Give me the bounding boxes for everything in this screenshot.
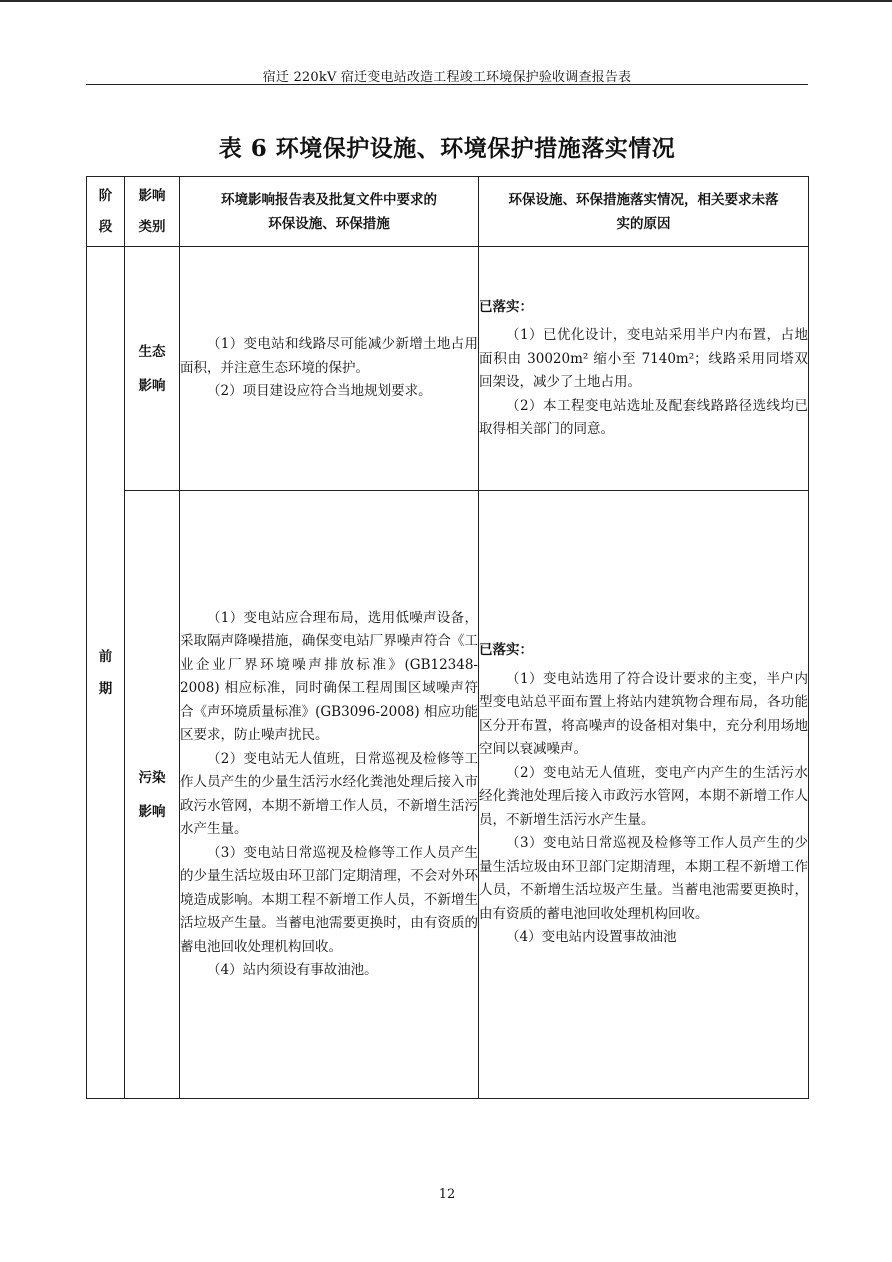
running-header: 宿迁 220kV 宿迁变电站改造工程竣工环境保护验收调查报告表 bbox=[262, 70, 632, 85]
header-stage-line: 阶 bbox=[98, 187, 113, 204]
implementation-item: （1）变电站选用了符合设计要求的主变，半户内型变电站总平面布置上将站内建筑物合理布局，各功能区分开布置，将高噪声的设备相对集中，充分利用场地空间以衰减噪声。 bbox=[479, 670, 808, 758]
header-category-line: 影响 bbox=[138, 187, 166, 204]
requirement-item: （2）项目建设应符合当地规划要求。 bbox=[207, 383, 432, 400]
table-row-ecology bbox=[87, 247, 809, 491]
header-category bbox=[125, 177, 180, 247]
category-line: 生态 bbox=[138, 343, 166, 360]
implementation-item: （1）已优化设计，变电站采用半户内布置，占地面积由 30020m² 缩小至 7140m²；线路采用同塔双回架设，减少了土地占用。 bbox=[479, 327, 808, 390]
header-category-line: 类别 bbox=[138, 218, 166, 235]
header-rule bbox=[86, 84, 808, 85]
measures-table bbox=[86, 176, 809, 1099]
table-row-pollution bbox=[87, 491, 809, 1099]
category-line: 影响 bbox=[138, 377, 166, 394]
requirement-item: （4）站内须设有事故油池。 bbox=[207, 962, 378, 978]
header-requirements-line: 环境影响报告表及批复文件中要求的 bbox=[221, 191, 437, 208]
implementation-item: （2）变电站无人值班，变电产内产生的生活污水经化粪池处理后接入市政污水管网，本期不新增工作人员，不新增生活污水产生量。 bbox=[479, 764, 808, 828]
header-implementation-line: 环保设施、环保措施落实情况，相关要求未落 bbox=[508, 191, 779, 208]
stage-char: 前 bbox=[98, 648, 113, 665]
requirement-item: （3）变电站日常巡视及检修等工作人员产生的少量生活垃圾由环卫部门定期清理，不会对外环境造成影响。本期工程不新增工作人员，不新增生活垃圾产生量。当蓄电池需要更换时，由有资质的蓄电池回收处理机构回收。 bbox=[180, 844, 478, 955]
header-implementation-line: 实的原因 bbox=[616, 215, 671, 232]
header-stage-line: 段 bbox=[98, 218, 113, 235]
header-requirements-line: 环保设施、环保措施 bbox=[268, 215, 390, 232]
header-row bbox=[87, 177, 809, 247]
implementation-cell-ecology bbox=[479, 247, 809, 491]
stage-cell bbox=[87, 247, 125, 1099]
requirements-cell-ecology bbox=[180, 247, 479, 491]
page-top-border bbox=[0, 0, 892, 2]
requirement-item: （2）变电站无人值班，日常巡视及检修等工作人员产生的少量生活污水经化粪池处理后接入市政污水管网，本期不新增工作人员，不新增生活污水产生量。 bbox=[180, 750, 478, 837]
implementation-item: （2）本工程变电站选址及配套线路路径选线均已取得相关部门的同意。 bbox=[479, 397, 808, 437]
requirements-cell-pollution bbox=[180, 491, 479, 1099]
implemented-label: 已落实： bbox=[479, 298, 533, 315]
header-stage bbox=[87, 177, 125, 247]
category-cell-pollution bbox=[125, 491, 180, 1099]
category-cell-ecology bbox=[125, 247, 180, 491]
implementation-item: （4）变电站内设置事故油池 bbox=[506, 929, 677, 946]
table-title: 表 6 环境保护设施、环境保护措施落实情况 bbox=[218, 135, 676, 162]
requirement-item: （1）变电站和线路尽可能减少新增土地占用面积，并注意生态环境的保护。 bbox=[180, 336, 478, 376]
implemented-label: 已落实： bbox=[479, 642, 533, 659]
page-number: 12 bbox=[438, 1187, 456, 1202]
category-line: 污染 bbox=[138, 769, 166, 786]
implementation-item: （3）变电站日常巡视及检修等工作人员产生的少量生活垃圾由环卫部门定期清理，本期工程不新增工作人员，不新增生活垃圾产生量。当蓄电池需要更换时，由有资质的蓄电池回收处理机构回收。 bbox=[479, 835, 808, 922]
header-requirements bbox=[180, 177, 479, 247]
category-line: 影响 bbox=[138, 803, 166, 820]
implementation-cell-pollution bbox=[479, 491, 809, 1099]
header-implementation bbox=[479, 177, 809, 247]
requirement-item: （1）变电站应合理布局，选用低噪声设备，采取隔声降噪措施，确保变电站厂界噪声符合《工业企业厂界环境噪声排放标准》(GB12348-2008) 相应标准，同时确保工程周围区域噪声符合《声环境质量标准》(GB3096-2008) 相应功能区要求，防止噪声扰民。 bbox=[180, 609, 478, 743]
stage-char: 期 bbox=[98, 680, 113, 697]
